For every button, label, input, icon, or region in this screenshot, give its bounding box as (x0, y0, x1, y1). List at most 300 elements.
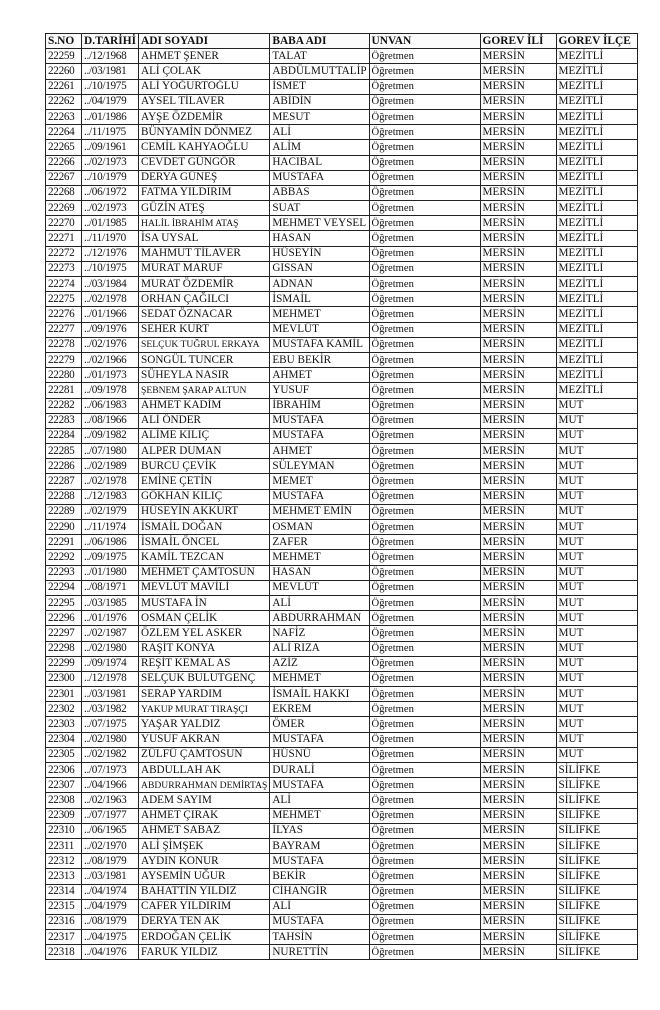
cell-birth-date: ../07/1973 (82, 763, 139, 778)
table-row (46, 641, 638, 656)
cell-birth-date: ../08/1979 (82, 914, 139, 929)
cell-sno: 22317 (46, 930, 82, 945)
cell-sno: 22272 (46, 246, 82, 261)
cell-birth-date: ../03/1985 (82, 595, 139, 610)
cell-sno: 22278 (46, 337, 82, 352)
cell-sno: 22289 (46, 504, 82, 519)
cell-full-name: MAHMUT TİLAVER (139, 246, 270, 261)
cell-district: MEZİTLİ (556, 292, 637, 307)
table-row (46, 383, 638, 398)
cell-title: Öğretmen (369, 216, 480, 231)
cell-sno: 22285 (46, 444, 82, 459)
cell-sno: 22301 (46, 687, 82, 702)
cell-title: Öğretmen (369, 94, 480, 109)
cell-district: MEZİTLİ (556, 231, 637, 246)
cell-birth-date: ../02/1973 (82, 155, 139, 170)
cell-sno: 22280 (46, 368, 82, 383)
cell-province: MERSİN (480, 201, 556, 216)
cell-full-name: AHMET ŞENER (139, 49, 270, 64)
cell-birth-date: ../01/1985 (82, 216, 139, 231)
cell-father-name: GISSAN (270, 261, 369, 276)
cell-title: Öğretmen (369, 185, 480, 200)
cell-sno: 22276 (46, 307, 82, 322)
cell-province: MERSİN (480, 671, 556, 686)
cell-district: MEZİTLİ (556, 368, 637, 383)
cell-province: MERSİN (480, 413, 556, 428)
cell-province: MERSİN (480, 854, 556, 869)
cell-full-name: BURCU ÇEVİK (139, 459, 270, 474)
table-row (46, 626, 638, 641)
cell-sno: 22298 (46, 641, 82, 656)
cell-province: MERSİN (480, 778, 556, 793)
cell-sno: 22267 (46, 170, 82, 185)
cell-province: MERSİN (480, 246, 556, 261)
cell-full-name: ADEM SAYIM (139, 793, 270, 808)
cell-province: MERSİN (480, 717, 556, 732)
cell-father-name: NURETTİN (270, 945, 369, 960)
cell-father-name: MEHMET EMİN (270, 504, 369, 519)
table-row (46, 413, 638, 428)
cell-title: Öğretmen (369, 444, 480, 459)
cell-title: Öğretmen (369, 702, 480, 717)
cell-title: Öğretmen (369, 79, 480, 94)
cell-father-name: ALİ (270, 125, 369, 140)
table-body (46, 49, 638, 960)
cell-father-name: EBU BEKİR (270, 352, 369, 367)
cell-province: MERSİN (480, 49, 556, 64)
cell-province: MERSİN (480, 459, 556, 474)
cell-title: Öğretmen (369, 155, 480, 170)
cell-title: Öğretmen (369, 459, 480, 474)
table-row (46, 444, 638, 459)
cell-birth-date: ../02/1978 (82, 292, 139, 307)
cell-district: MUT (556, 565, 637, 580)
cell-title: Öğretmen (369, 595, 480, 610)
cell-birth-date: ../06/1965 (82, 823, 139, 838)
cell-title: Öğretmen (369, 201, 480, 216)
table-row (46, 869, 638, 884)
cell-sno: 22293 (46, 565, 82, 580)
cell-district: MEZİTLİ (556, 79, 637, 94)
cell-sno: 22260 (46, 64, 82, 79)
cell-province: MERSİN (480, 444, 556, 459)
cell-full-name: AYSEL TİLAVER (139, 94, 270, 109)
table-row (46, 671, 638, 686)
cell-birth-date: ../10/1979 (82, 170, 139, 185)
cell-district: MEZİTLİ (556, 246, 637, 261)
cell-father-name: İBRAHİM (270, 398, 369, 413)
cell-sno: 22314 (46, 884, 82, 899)
cell-province: MERSİN (480, 732, 556, 747)
table-row (46, 520, 638, 535)
cell-title: Öğretmen (369, 413, 480, 428)
cell-father-name: MUSTAFA (270, 914, 369, 929)
cell-father-name: ALİ (270, 899, 369, 914)
cell-father-name: BEKİR (270, 869, 369, 884)
cell-birth-date: ../03/1982 (82, 702, 139, 717)
cell-father-name: MEHMET (270, 550, 369, 565)
cell-birth-date: ../09/1961 (82, 140, 139, 155)
cell-title: Öğretmen (369, 611, 480, 626)
cell-district: MEZİTLİ (556, 216, 637, 231)
cell-full-name: GÖKHAN KILIÇ (139, 489, 270, 504)
table-row (46, 899, 638, 914)
table-row (46, 854, 638, 869)
cell-father-name: ALİ RIZA (270, 641, 369, 656)
cell-title: Öğretmen (369, 520, 480, 535)
cell-father-name: ALİM (270, 140, 369, 155)
cell-sno: 22279 (46, 352, 82, 367)
cell-full-name: ALİ ÖNDER (139, 413, 270, 428)
cell-full-name: ALİ ŞİMŞEK (139, 838, 270, 853)
cell-district: SİLİFKE (556, 838, 637, 853)
cell-father-name: ALİ (270, 595, 369, 610)
cell-sno: 22302 (46, 702, 82, 717)
cell-district: SİLİFKE (556, 914, 637, 929)
cell-full-name: HÜSEYİN AKKURT (139, 504, 270, 519)
cell-full-name: ALİME KILIÇ (139, 428, 270, 443)
cell-birth-date: ../04/1979 (82, 899, 139, 914)
cell-province: MERSİN (480, 838, 556, 853)
cell-full-name: DERYA GÜNEŞ (139, 170, 270, 185)
table-row (46, 747, 638, 762)
cell-birth-date: ../01/1986 (82, 109, 139, 124)
cell-province: MERSİN (480, 64, 556, 79)
table-row (46, 580, 638, 595)
cell-title: Öğretmen (369, 580, 480, 595)
cell-father-name: ÖMER (270, 717, 369, 732)
table-row (46, 64, 638, 79)
cell-sno: 22294 (46, 580, 82, 595)
cell-district: MEZİTLİ (556, 383, 637, 398)
cell-province: MERSİN (480, 702, 556, 717)
table-row (46, 49, 638, 64)
cell-full-name: SELÇUK BULUTGENÇ (139, 671, 270, 686)
table-row (46, 808, 638, 823)
cell-father-name: HASAN (270, 231, 369, 246)
table-row (46, 838, 638, 853)
cell-province: MERSİN (480, 216, 556, 231)
cell-title: Öğretmen (369, 292, 480, 307)
cell-district: MUT (556, 428, 637, 443)
cell-district: MEZİTLİ (556, 261, 637, 276)
cell-birth-date: ../02/1979 (82, 504, 139, 519)
cell-district: MEZİTLİ (556, 337, 637, 352)
cell-birth-date: ../02/1978 (82, 474, 139, 489)
cell-province: MERSİN (480, 489, 556, 504)
cell-full-name: İSMAİL DOĞAN (139, 520, 270, 535)
cell-birth-date: ../04/1975 (82, 930, 139, 945)
cell-province: MERSİN (480, 140, 556, 155)
cell-title: Öğretmen (369, 261, 480, 276)
cell-province: MERSİN (480, 109, 556, 124)
cell-birth-date: ../04/1979 (82, 94, 139, 109)
table-row (46, 322, 638, 337)
cell-district: MUT (556, 641, 637, 656)
table-row (46, 656, 638, 671)
cell-title: Öğretmen (369, 398, 480, 413)
cell-province: MERSİN (480, 352, 556, 367)
cell-province: MERSİN (480, 277, 556, 292)
cell-sno: 22308 (46, 793, 82, 808)
cell-father-name: İSMET (270, 79, 369, 94)
cell-full-name: SONGÜL TUNCER (139, 352, 270, 367)
cell-province: MERSİN (480, 261, 556, 276)
cell-sno: 22307 (46, 778, 82, 793)
cell-title: Öğretmen (369, 383, 480, 398)
cell-province: MERSİN (480, 155, 556, 170)
cell-district: MEZİTLİ (556, 94, 637, 109)
cell-district: MUT (556, 398, 637, 413)
cell-province: MERSİN (480, 930, 556, 945)
cell-province: MERSİN (480, 687, 556, 702)
cell-district: MEZİTLİ (556, 125, 637, 140)
cell-province: MERSİN (480, 580, 556, 595)
cell-birth-date: ../12/1968 (82, 49, 139, 64)
cell-district: SİLİFKE (556, 930, 637, 945)
cell-sno: 22284 (46, 428, 82, 443)
cell-father-name: MEHMET (270, 671, 369, 686)
cell-title: Öğretmen (369, 125, 480, 140)
cell-birth-date: ../02/1973 (82, 201, 139, 216)
cell-birth-date: ../02/1970 (82, 838, 139, 853)
cell-province: MERSİN (480, 368, 556, 383)
table-row (46, 79, 638, 94)
cell-full-name: ORHAN ÇAĞILCI (139, 292, 270, 307)
cell-title: Öğretmen (369, 565, 480, 580)
cell-full-name: FATMA YILDIRIM (139, 185, 270, 200)
cell-district: MUT (556, 489, 637, 504)
cell-father-name: SÜLEYMAN (270, 459, 369, 474)
cell-birth-date: ../09/1982 (82, 428, 139, 443)
cell-birth-date: ../07/1977 (82, 808, 139, 823)
cell-province: MERSİN (480, 231, 556, 246)
cell-father-name: ADNAN (270, 277, 369, 292)
cell-father-name: AZİZ (270, 656, 369, 671)
cell-title: Öğretmen (369, 277, 480, 292)
cell-birth-date: ../01/1980 (82, 565, 139, 580)
cell-sno: 22273 (46, 261, 82, 276)
cell-district: MEZİTLİ (556, 201, 637, 216)
table-row (46, 170, 638, 185)
table-row (46, 459, 638, 474)
cell-province: MERSİN (480, 307, 556, 322)
cell-full-name: MURAT ÖZDEMİR (139, 277, 270, 292)
cell-birth-date: ../11/1975 (82, 125, 139, 140)
cell-province: MERSİN (480, 337, 556, 352)
cell-district: MUT (556, 520, 637, 535)
cell-sno: 22262 (46, 94, 82, 109)
cell-province: MERSİN (480, 914, 556, 929)
cell-sno: 22287 (46, 474, 82, 489)
cell-father-name: ZAFER (270, 535, 369, 550)
table-row (46, 914, 638, 929)
cell-full-name: SEHER KURT (139, 322, 270, 337)
cell-title: Öğretmen (369, 732, 480, 747)
cell-district: MEZİTLİ (556, 155, 637, 170)
cell-district: MUT (556, 459, 637, 474)
cell-father-name: MUSTAFA (270, 489, 369, 504)
header-sno: S.NO (46, 34, 82, 49)
cell-father-name: TALAT (270, 49, 369, 64)
cell-sno: 22288 (46, 489, 82, 504)
cell-father-name: MEHMET (270, 808, 369, 823)
cell-sno: 22263 (46, 109, 82, 124)
cell-title: Öğretmen (369, 899, 480, 914)
cell-title: Öğretmen (369, 656, 480, 671)
cell-title: Öğretmen (369, 49, 480, 64)
cell-district: SİLİFKE (556, 793, 637, 808)
cell-title: Öğretmen (369, 838, 480, 853)
cell-birth-date: ../10/1975 (82, 261, 139, 276)
cell-full-name: AYSEMİN UĞUR (139, 869, 270, 884)
cell-sno: 22292 (46, 550, 82, 565)
cell-sno: 22312 (46, 854, 82, 869)
cell-birth-date: ../06/1972 (82, 185, 139, 200)
cell-sno: 22291 (46, 535, 82, 550)
cell-birth-date: ../09/1976 (82, 322, 139, 337)
cell-title: Öğretmen (369, 717, 480, 732)
cell-birth-date: ../09/1974 (82, 656, 139, 671)
cell-birth-date: ../01/1973 (82, 368, 139, 383)
cell-title: Öğretmen (369, 823, 480, 838)
cell-father-name: MUSTAFA (270, 413, 369, 428)
cell-title: Öğretmen (369, 884, 480, 899)
cell-full-name: CEVDET GÜNGÖR (139, 155, 270, 170)
header-district: GOREV İLÇE (556, 34, 637, 49)
cell-district: MUT (556, 611, 637, 626)
cell-full-name: ALİ YOĞURTOĞLU (139, 79, 270, 94)
cell-father-name: EKREM (270, 702, 369, 717)
cell-sno: 22303 (46, 717, 82, 732)
cell-district: SİLİFKE (556, 823, 637, 838)
cell-father-name: ABİDİN (270, 94, 369, 109)
table-row (46, 687, 638, 702)
cell-title: Öğretmen (369, 368, 480, 383)
cell-district: MEZİTLİ (556, 64, 637, 79)
cell-district: SİLİFKE (556, 808, 637, 823)
cell-birth-date: ../10/1975 (82, 79, 139, 94)
cell-province: MERSİN (480, 125, 556, 140)
cell-district: MEZİTLİ (556, 49, 637, 64)
cell-full-name: AYDIN KONUR (139, 854, 270, 869)
cell-full-name: CEMİL KAHYAOĞLU (139, 140, 270, 155)
cell-birth-date: ../01/1976 (82, 611, 139, 626)
cell-title: Öğretmen (369, 641, 480, 656)
cell-title: Öğretmen (369, 474, 480, 489)
cell-father-name: AHMET (270, 368, 369, 383)
cell-father-name: DURALİ (270, 763, 369, 778)
cell-district: MUT (556, 626, 637, 641)
cell-father-name: ABDURRAHMAN (270, 611, 369, 626)
cell-district: MUT (556, 444, 637, 459)
cell-birth-date: ../09/1978 (82, 383, 139, 398)
table-row (46, 277, 638, 292)
cell-province: MERSİN (480, 550, 556, 565)
cell-full-name: AHMET KADİM (139, 398, 270, 413)
cell-sno: 22297 (46, 626, 82, 641)
table-row (46, 717, 638, 732)
cell-father-name: MEHMET VEYSEL (270, 216, 369, 231)
cell-father-name: İSMAİL (270, 292, 369, 307)
table-row (46, 109, 638, 124)
cell-full-name: OSMAN ÇELİK (139, 611, 270, 626)
table-row (46, 246, 638, 261)
cell-full-name: MEHMET ÇAMTOSUN (139, 565, 270, 580)
cell-sno: 22315 (46, 899, 82, 914)
cell-province: MERSİN (480, 869, 556, 884)
personnel-table (45, 33, 638, 960)
cell-district: MEZİTLİ (556, 140, 637, 155)
cell-province: MERSİN (480, 565, 556, 580)
header-title: UNVAN (369, 34, 480, 49)
cell-province: MERSİN (480, 322, 556, 337)
cell-province: MERSİN (480, 641, 556, 656)
cell-title: Öğretmen (369, 778, 480, 793)
cell-father-name: MUSTAFA (270, 778, 369, 793)
table-row (46, 504, 638, 519)
cell-father-name: ABDÜLMUTTALİP (270, 64, 369, 79)
cell-full-name: MUSTAFA İN (139, 595, 270, 610)
cell-full-name: SELÇUK TUĞRUL ERKAYA (139, 337, 270, 352)
header-province: GOREV İLİ (480, 34, 556, 49)
cell-title: Öğretmen (369, 140, 480, 155)
table-row (46, 778, 638, 793)
cell-sno: 22270 (46, 216, 82, 231)
cell-sno: 22309 (46, 808, 82, 823)
cell-district: SİLİFKE (556, 899, 637, 914)
cell-title: Öğretmen (369, 626, 480, 641)
cell-father-name: MEMET (270, 474, 369, 489)
table-row (46, 368, 638, 383)
cell-birth-date: ../03/1981 (82, 687, 139, 702)
cell-birth-date: ../09/1975 (82, 550, 139, 565)
cell-sno: 22313 (46, 869, 82, 884)
cell-title: Öğretmen (369, 170, 480, 185)
cell-title: Öğretmen (369, 352, 480, 367)
cell-district: MUT (556, 656, 637, 671)
cell-sno: 22295 (46, 595, 82, 610)
cell-father-name: MESUT (270, 109, 369, 124)
cell-sno: 22266 (46, 155, 82, 170)
cell-full-name: SERAP YARDIM (139, 687, 270, 702)
cell-father-name: MUSTAFA KAMİL (270, 337, 369, 352)
cell-birth-date: ../06/1983 (82, 398, 139, 413)
cell-province: MERSİN (480, 884, 556, 899)
cell-province: MERSİN (480, 656, 556, 671)
cell-district: MUT (556, 717, 637, 732)
cell-province: MERSİN (480, 474, 556, 489)
cell-birth-date: ../08/1971 (82, 580, 139, 595)
cell-full-name: DERYA TEN AK (139, 914, 270, 929)
cell-district: MUT (556, 595, 637, 610)
table-row (46, 595, 638, 610)
cell-birth-date: ../07/1975 (82, 717, 139, 732)
cell-sno: 22282 (46, 398, 82, 413)
cell-district: MEZİTLİ (556, 277, 637, 292)
table-row (46, 474, 638, 489)
cell-birth-date: ../02/1989 (82, 459, 139, 474)
cell-district: MUT (556, 702, 637, 717)
cell-sno: 22283 (46, 413, 82, 428)
cell-full-name: ALİ ÇOLAK (139, 64, 270, 79)
cell-birth-date: ../03/1981 (82, 64, 139, 79)
cell-full-name: YAKUP MURAT TIRAŞÇI (139, 702, 270, 717)
cell-district: MEZİTLİ (556, 307, 637, 322)
cell-father-name: BAYRAM (270, 838, 369, 853)
cell-district: MUT (556, 550, 637, 565)
cell-full-name: CAFER YILDIRIM (139, 899, 270, 914)
